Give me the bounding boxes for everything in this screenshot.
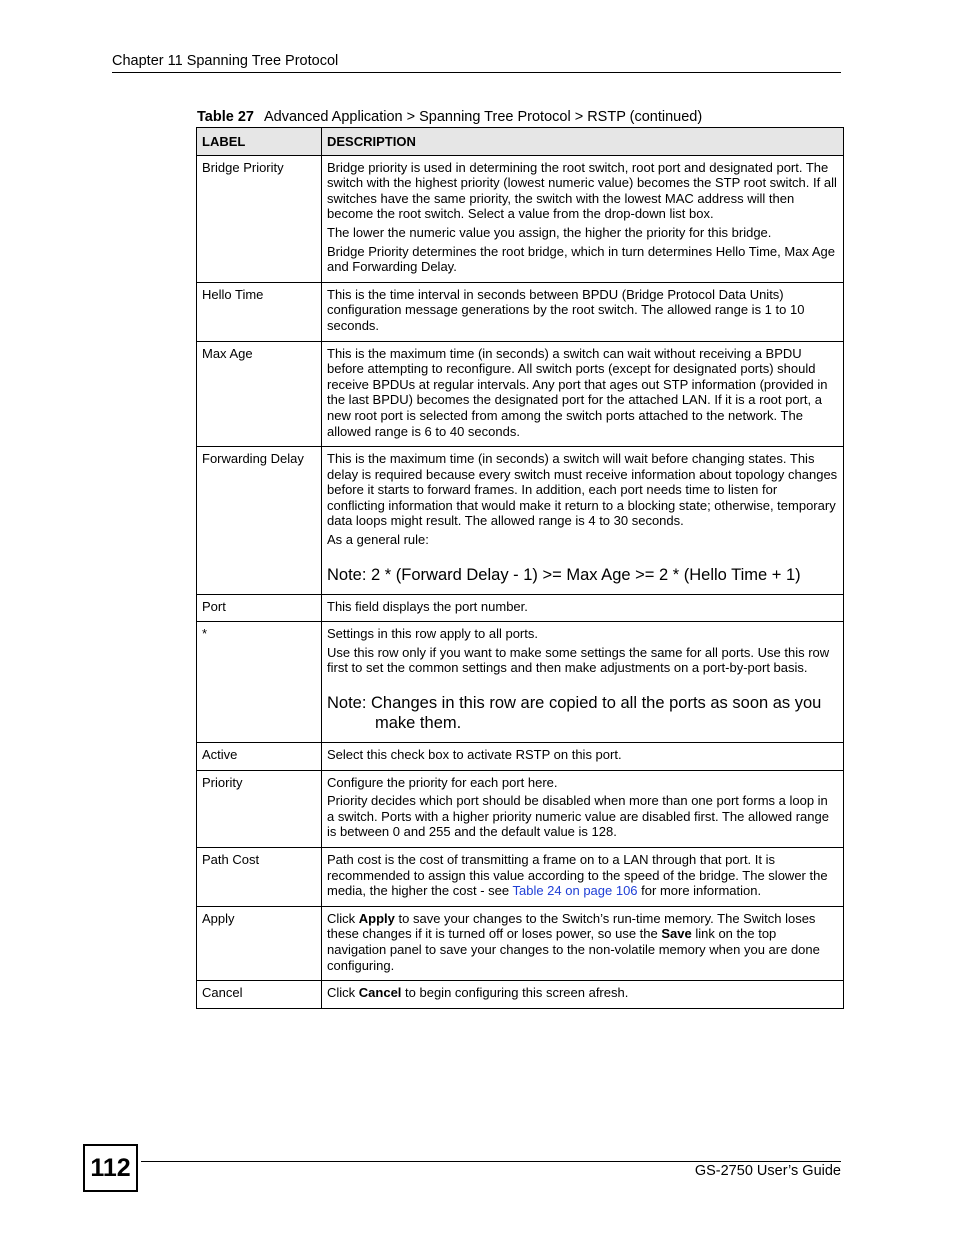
table-caption <box>197 108 857 126</box>
description-paragraph: Priority decides which port should be disabled when more than one port forms a loop in a switch. Ports with a higher priority numeric value are disabled first. The allowed range is between 0 and 255 and the default value is 128. <box>327 793 829 840</box>
row-description <box>322 906 844 980</box>
row-label: Cancel <box>197 981 322 1009</box>
page-number-box: 112 <box>83 1144 138 1192</box>
row-label: Hello Time <box>197 282 322 341</box>
header-rule <box>112 72 841 73</box>
description-paragraph: Select this check box to activate RSTP on this port. <box>327 747 622 763</box>
description-paragraph: Configure the priority for each port here. <box>327 774 558 790</box>
row-label: * <box>197 622 322 743</box>
description-paragraph: This field displays the port number. <box>327 598 528 614</box>
description-paragraph <box>327 985 838 1001</box>
row-label: Port <box>197 594 322 622</box>
table-row <box>197 743 844 771</box>
row-description <box>322 622 844 743</box>
description-paragraph: Bridge Priority determines the root bridge, which in turn determines Hello Time, Max Age and Forwarding Delay. <box>327 243 835 275</box>
row-description <box>322 282 844 341</box>
row-label: Bridge Priority <box>197 155 322 282</box>
running-header: Chapter 11 Spanning Tree Protocol <box>112 53 339 69</box>
row-label: Priority <box>197 770 322 847</box>
description-paragraph: This is the maximum time (in seconds) a switch can wait without receiving a BPDU before attempting to reconfigure. All switch ports (except for designated ports) should receive BPDUs at regular intervals. Any port that ages out STP information (provided in the last BPDU) becomes the designated port for the attached LAN. If it is a root port, a new root port is selected from among the switch ports attached to the network. The allowed range is 6 to 40 seconds. <box>327 345 828 439</box>
table-row <box>197 906 844 980</box>
description-paragraph: Bridge priority is used in determining the root switch, root port and designated port. The switch with the highest priority (lowest numeric value) becomes the STP root switch. If all switches have the same priority, the switch with the lowest MAC address will then become the root switch. Select a value from the drop-down list box. <box>327 159 837 222</box>
note-text: Note: 2 * (Forward Delay - 1) >= Max Age >= 2 * (Hello Time + 1) <box>327 565 801 584</box>
text-run: to save your changes to the Switch’s run-time memory. The Switch loses these changes if it is turned off or loses power, so use the <box>327 910 816 942</box>
table-row <box>197 447 844 595</box>
description-paragraph: This is the time interval in seconds between BPDU (Bridge Protocol Data Units) configuration message generations by the root switch. The allowed range is 1 to 10 seconds. <box>327 286 805 333</box>
table-row <box>197 282 844 341</box>
row-description <box>322 848 844 907</box>
table-row <box>197 622 844 743</box>
description-paragraph: The lower the numeric value you assign, the higher the priority for this bridge. <box>327 224 772 240</box>
description-paragraph: Use this row only if you want to make some settings the same for all ports. Use this row first to set the common settings and then make adjustments on a port-by-port basis. <box>327 644 830 676</box>
row-description <box>322 594 844 622</box>
text-run: to begin configuring this screen afresh. <box>401 985 629 1001</box>
row-description <box>322 155 844 282</box>
bold-term: Cancel <box>358 985 402 1001</box>
table-number: Table 27 <box>197 109 254 125</box>
row-label: Active <box>197 743 322 771</box>
text-run: Path cost is the cost of transmitting a frame on to a LAN through that port. It is recommended to assign this value according to the speed of the bridge. The slower the media, the higher the cost - see <box>327 852 828 899</box>
description-paragraph: This is the maximum time (in seconds) a switch will wait before changing states. This delay is required because every switch must receive information about topology changes before it starts to forward frames. In addition, each port needs time to listen for conflicting information that would make it return to a blocking state; otherwise, temporary data loops might result. The allowed range is 4 to 30 seconds. <box>327 451 838 529</box>
table-row <box>197 155 844 282</box>
column-header-description: DESCRIPTION <box>322 128 844 156</box>
row-label: Forwarding Delay <box>197 447 322 595</box>
description-paragraph: As a general rule: <box>327 532 429 548</box>
description-paragraph <box>327 911 838 973</box>
bold-term: Apply <box>358 910 395 926</box>
description-paragraph: Settings in this row apply to all ports. <box>327 626 538 642</box>
guide-title: GS-2750 User’s Guide <box>694 1163 841 1179</box>
note-text: Note: Changes in this row are copied to all the ports as soon as you make them. <box>327 694 822 733</box>
text-run: Click <box>327 910 359 926</box>
table-row <box>197 981 844 1009</box>
text-run: link on the top navigation panel to save your changes to the non-volatile memory when you are done configuring. <box>327 926 820 973</box>
row-description <box>322 981 844 1009</box>
row-description <box>322 770 844 847</box>
cross-reference-link[interactable]: Table 24 on page 106 <box>512 883 638 899</box>
text-run: Click <box>327 985 359 1001</box>
text-run: for more information. <box>637 883 762 899</box>
table-title: Advanced Application > Spanning Tree Protocol > RSTP (continued) <box>263 109 703 125</box>
row-label: Path Cost <box>197 848 322 907</box>
table-header-row <box>197 128 844 156</box>
row-label: Apply <box>197 906 322 980</box>
row-description <box>322 447 844 595</box>
bold-term: Save <box>661 926 692 942</box>
table-row <box>197 341 844 447</box>
row-label: Max Age <box>197 341 322 447</box>
table-row <box>197 594 844 622</box>
description-paragraph <box>327 852 838 899</box>
table-row <box>197 848 844 907</box>
column-header-label: LABEL <box>197 128 322 156</box>
row-description <box>322 341 844 447</box>
table-row <box>197 770 844 847</box>
row-description <box>322 743 844 771</box>
rstp-field-table <box>196 127 844 1009</box>
